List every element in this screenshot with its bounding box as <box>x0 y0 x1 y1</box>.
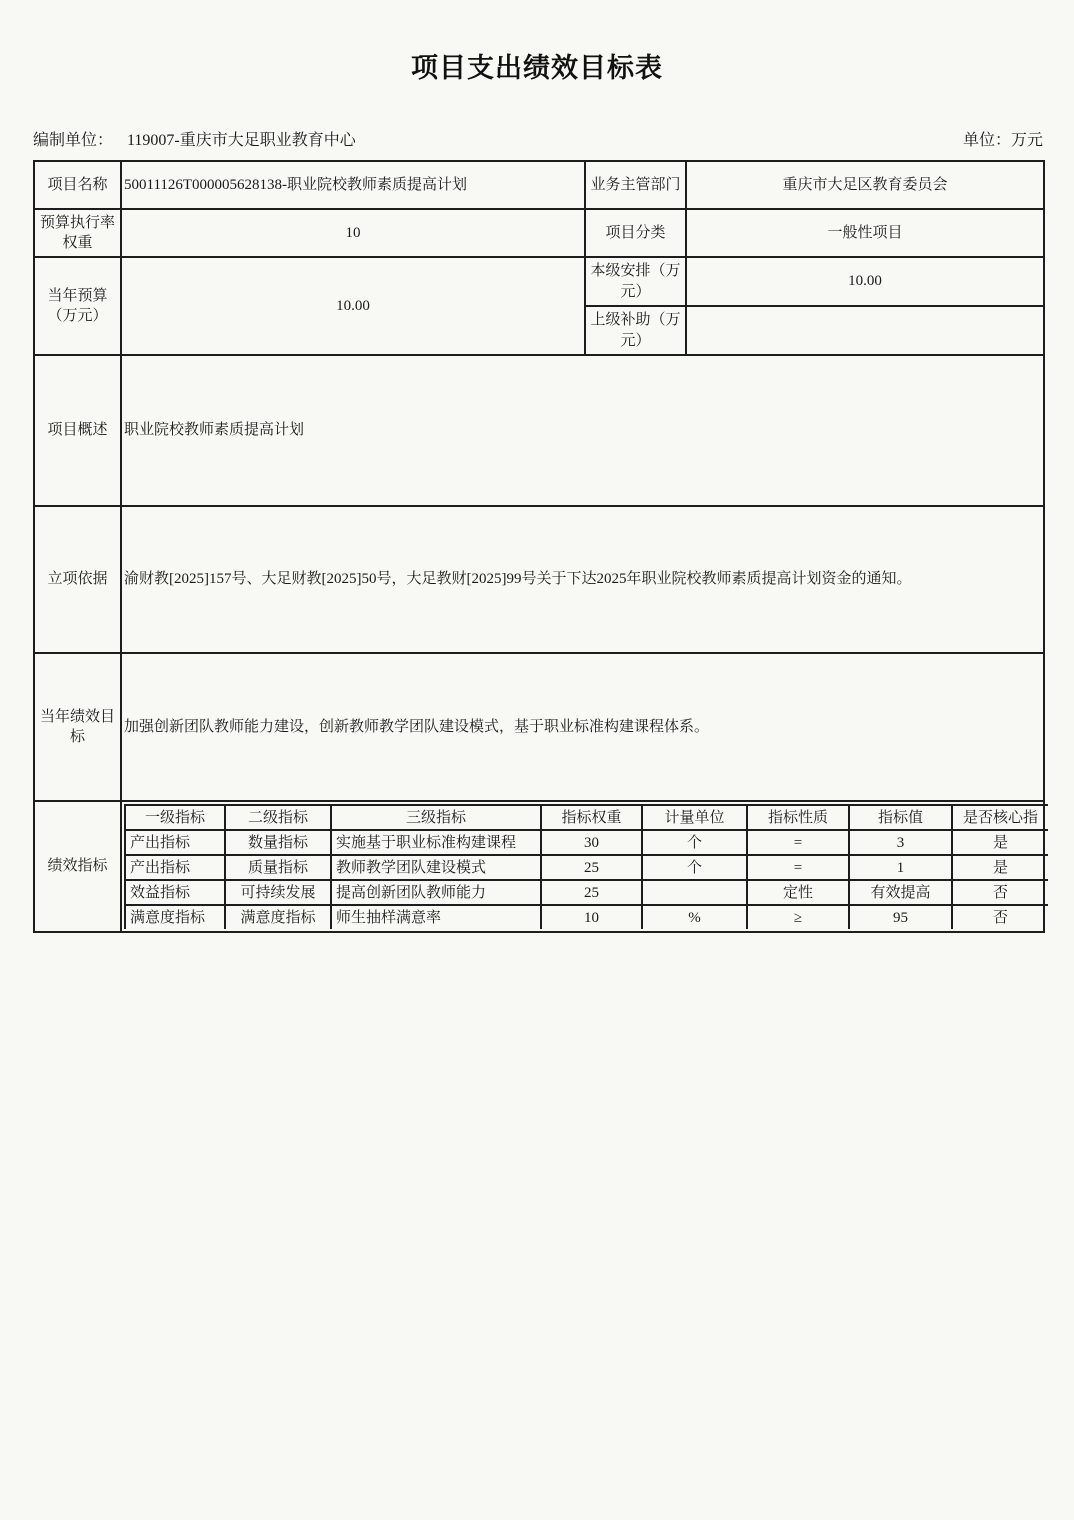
indicator-cell: 满意度指标 <box>225 905 331 929</box>
indicator-cell: 质量指标 <box>225 855 331 880</box>
performance-target-table <box>33 160 1045 933</box>
prepared-by-label: 编制单位： <box>33 132 114 149</box>
indicator-cell <box>642 880 747 905</box>
indicator-cell: 可持续发展 <box>225 880 331 905</box>
local-arrangement-value: 10.00 <box>686 257 1044 306</box>
page-title: 项目支出绩效目标表 <box>411 53 663 83</box>
indicator-cell: = <box>747 830 849 855</box>
indicator-header-level1: 一级指标 <box>125 805 225 830</box>
goal-label: 当年绩效目标 <box>34 653 121 801</box>
indicator-header-level3: 三级指标 <box>331 805 541 830</box>
indicator-cell: 产出指标 <box>125 830 225 855</box>
local-arrangement-label: 本级安排（万元） <box>585 257 686 306</box>
indicator-row <box>125 880 1048 905</box>
indicator-cell: 95 <box>849 905 952 929</box>
indicator-header-nature: 指标性质 <box>747 805 849 830</box>
goal-value: 加强创新团队教师能力建设，创新教师教学团队建设模式，基于职业标准构建课程体系。 <box>121 653 1044 801</box>
meta-row <box>33 127 1043 150</box>
prepared-by <box>33 127 356 150</box>
dept-label: 业务主管部门 <box>585 161 686 209</box>
indicator-cell: 否 <box>952 905 1048 929</box>
exec-rate-value: 10 <box>121 209 585 257</box>
indicator-cell: 产出指标 <box>125 855 225 880</box>
indicator-header-unit: 计量单位 <box>642 805 747 830</box>
indicator-cell: % <box>642 905 747 929</box>
unit-label: 单位：万元 <box>962 132 1043 149</box>
indicator-header-level2: 二级指标 <box>225 805 331 830</box>
project-name-value: 50011126T000005628138-职业院校教师素质提高计划 <box>121 161 585 209</box>
indicator-row <box>125 905 1048 929</box>
superior-subsidy-value <box>686 306 1044 355</box>
indicator-cell: 提高创新团队教师能力 <box>331 880 541 905</box>
indicator-cell: 个 <box>642 855 747 880</box>
basis-value: 渝财教[2025]157号、大足财教[2025]50号，大足教财[2025]99号关于下达2025年职业院校教师素质提高计划资金的通知。 <box>121 506 1044 653</box>
indicators-header-row <box>125 805 1048 830</box>
indicator-cell: 是 <box>952 830 1048 855</box>
indicator-cell: 3 <box>849 830 952 855</box>
project-name-label: 项目名称 <box>34 161 121 209</box>
indicator-cell: 25 <box>541 855 642 880</box>
indicator-header-value: 指标值 <box>849 805 952 830</box>
indicator-cell: 教师教学团队建设模式 <box>331 855 541 880</box>
overview-label: 项目概述 <box>34 355 121 506</box>
indicator-cell: 30 <box>541 830 642 855</box>
basis-label: 立项依据 <box>34 506 121 653</box>
budget-value: 10.00 <box>121 257 585 355</box>
indicator-cell: 10 <box>541 905 642 929</box>
indicator-cell: 25 <box>541 880 642 905</box>
overview-value: 职业院校教师素质提高计划 <box>121 355 1044 506</box>
category-value: 一般性项目 <box>686 209 1044 257</box>
indicators-table <box>124 804 1048 929</box>
indicator-cell: = <box>747 855 849 880</box>
dept-value: 重庆市大足区教育委员会 <box>686 161 1044 209</box>
indicator-cell: 实施基于职业标准构建课程 <box>331 830 541 855</box>
indicator-row <box>125 830 1048 855</box>
exec-rate-label: 预算执行率权重 <box>34 209 121 257</box>
prepared-by-value: 119007-重庆市大足职业教育中心 <box>127 132 356 149</box>
indicator-cell: 个 <box>642 830 747 855</box>
indicator-cell: 数量指标 <box>225 830 331 855</box>
indicator-cell: 效益指标 <box>125 880 225 905</box>
indicator-cell: 师生抽样满意率 <box>331 905 541 929</box>
superior-subsidy-label: 上级补助（万元） <box>585 306 686 355</box>
indicator-header-weight: 指标权重 <box>541 805 642 830</box>
indicators-label: 绩效指标 <box>34 801 121 932</box>
indicator-cell: 1 <box>849 855 952 880</box>
indicator-cell: 有效提高 <box>849 880 952 905</box>
indicator-cell: 否 <box>952 880 1048 905</box>
indicator-cell: 满意度指标 <box>125 905 225 929</box>
category-label: 项目分类 <box>585 209 686 257</box>
indicator-header-core: 是否核心指 <box>952 805 1048 830</box>
indicators-container <box>121 801 1044 932</box>
indicator-cell: 是 <box>952 855 1048 880</box>
indicator-cell: ≥ <box>747 905 849 929</box>
indicator-cell: 定性 <box>747 880 849 905</box>
indicator-row <box>125 855 1048 880</box>
budget-label: 当年预算（万元） <box>34 257 121 355</box>
